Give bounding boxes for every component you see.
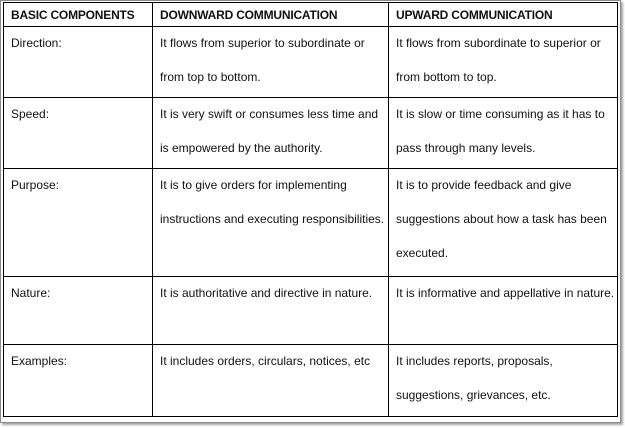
- upward-text: It is to provide feedback and give suggestions about how a task has been executed.: [396, 178, 607, 260]
- header-downward-communication: DOWNWARD COMMUNICATION: [153, 3, 389, 27]
- header-basic-components: BASIC COMPONENTS: [4, 3, 153, 27]
- downward-cell: [153, 345, 389, 417]
- upward-cell: [389, 277, 618, 345]
- downward-cell: [153, 98, 389, 169]
- upward-cell: [389, 345, 618, 417]
- component-cell: [4, 277, 153, 345]
- upward-cell: [389, 27, 618, 98]
- downward-text: It is to give orders for implementing instructions and executing responsibilities.: [160, 178, 385, 226]
- table-row: [4, 169, 618, 277]
- upward-text: It is slow or time consuming as it has to pass through many levels.: [396, 107, 605, 155]
- table-row: [4, 98, 618, 169]
- upward-text: It is informative and appellative in nature.: [396, 286, 615, 300]
- downward-cell: [153, 277, 389, 345]
- comparison-table: [3, 2, 618, 417]
- downward-text: It flows from superior to subordinate or from top to bottom.: [160, 36, 365, 84]
- header-row: [4, 3, 618, 27]
- table-row: [4, 27, 618, 98]
- component-label: Direction:: [11, 36, 62, 50]
- upward-cell: [389, 169, 618, 277]
- downward-text: It is very swift or consumes less time and is empowered by the authority.: [160, 107, 379, 155]
- upward-text: It includes reports, proposals, suggestions, grievances, etc.: [396, 354, 553, 402]
- component-label: Nature:: [11, 286, 51, 300]
- component-label: Purpose:: [11, 178, 60, 192]
- downward-text: It includes orders, circulars, notices, etc: [160, 354, 371, 368]
- component-cell: [4, 27, 153, 98]
- table-row: [4, 277, 618, 345]
- component-label: Speed:: [11, 107, 50, 121]
- downward-cell: [153, 27, 389, 98]
- upward-cell: [389, 98, 618, 169]
- component-label: Examples:: [11, 354, 68, 368]
- table-row: [4, 345, 618, 417]
- component-cell: [4, 98, 153, 169]
- downward-text: It is authoritative and directive in nature.: [160, 286, 373, 300]
- upward-text: It flows from subordinate to superior or from bottom to top.: [396, 36, 601, 84]
- downward-cell: [153, 169, 389, 277]
- component-cell: [4, 169, 153, 277]
- header-upward-communication: UPWARD COMMUNICATION: [389, 3, 618, 27]
- component-cell: [4, 345, 153, 417]
